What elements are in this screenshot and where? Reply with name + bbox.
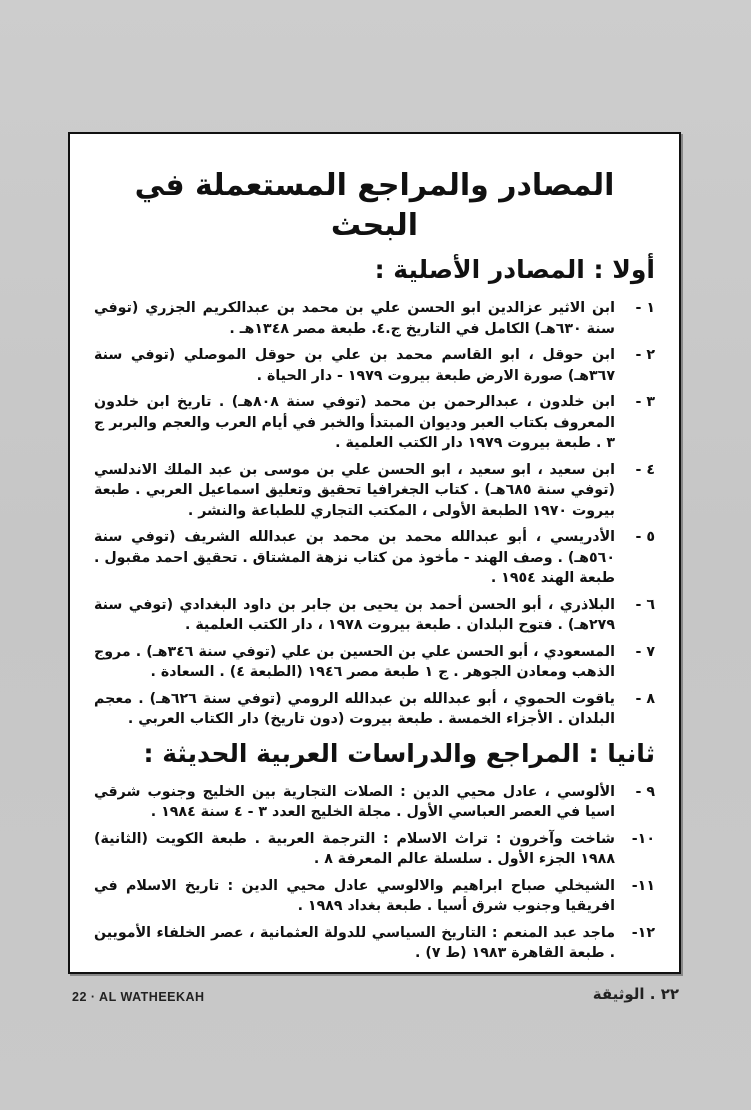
content-frame: [68, 132, 681, 974]
entry-text: ابن خلدون ، عبدالرحمن بن محمد (توفي سنة ٨٠٨هـ) . تاريخ ابن خلدون المعروف بكتاب العبر وديوان المبتدأ والخبر في أيام العرب والعجم والبربر ج ٣ . طبعة بيروت ١٩٧٩ دار الكتب العلمية .: [94, 394, 615, 451]
primary-sources-list: [94, 298, 655, 730]
entry-text: ياقوت الحموي ، أبو عبدالله بن عبدالله الرومي (توفي سنة ٦٢٦هـ) . معجم البلدان . الأجزاء الخمسة . طبعة بيروت (دون تاريخ) دار الكتاب العربي .: [94, 690, 615, 727]
reference-entry: [94, 829, 655, 870]
entry-text: الأدريسي ، أبو عبدالله محمد بن محمد بن عبدالله الشريف (توفي سنة ٥٦٠هـ) . وصف الهند - مأخوذ من كتاب نزهة المشتاق . تحقيق احمد مقبول . طبعة الهند ١٩٥٤ .: [94, 529, 615, 586]
reference-entry: [94, 595, 655, 636]
entry-number: ٨ -: [635, 690, 655, 707]
entry-text: ماجد عبد المنعم : التاريخ السياسي للدولة العثمانية ، عصر الخلفاء الأمويين . طبعة القاهرة ١٩٨٣ (ط ٧) .: [94, 924, 615, 961]
page-title: المصادر والمراجع المستعملة في البحث: [134, 168, 615, 243]
reference-entry: [94, 689, 655, 730]
entry-number: ٦ -: [635, 596, 655, 613]
entry-text: شاخت وآخرون : تراث الاسلام : الترجمة العربية . طبعة الكويت (الثانية) ١٩٨٨ الجزء الأول . سلسلة عالم المعرفة ٨ .: [94, 830, 615, 867]
entry-number: ١٠-: [631, 830, 655, 847]
reference-entry: [94, 298, 655, 339]
entry-number: ١١-: [631, 877, 655, 894]
reference-entry: [94, 392, 655, 454]
entry-text: الشيخلي صباح ابراهيم والالوسي عادل محيي الدين : تاريخ الاسلام في افريقيا وجنوب شرق أسيا . طبعة بغداد ١٩٨٩ .: [94, 877, 615, 914]
section-heading-modern-references: ثانيا : المراجع والدراسات العربية الحديثة :: [143, 738, 655, 768]
entry-text: ابن سعيد ، ابو سعيد ، ابو الحسن علي بن موسى بن عبد الملك الاندلسي (توفي سنة ٦٨٥هـ) . كتاب الجغرافيا تحقيق وتعليق اسماعيل العربي . طبعة بيروت ١٩٧٠ الطبعة الأولى ، المكتب التجاري للطباعة والنشر .: [94, 461, 615, 519]
reference-entry: [94, 782, 655, 823]
entry-text: المسعودي ، أبو الحسن علي بن الحسين بن علي (توفي سنة ٣٤٦هـ) . مروج الذهب ومعادن الجوهر . ج ١ طبعة مصر ١٩٤٦ (الطبعة ٤) . السعادة .: [94, 643, 615, 680]
entry-text: الألوسي ، عادل محيي الدين : الصلات التجارية بين الخليج وجنوب شرقي اسيا في العصر العباسي الأول . مجلة الخليج العدد ٣ - ٤ سنة ١٩٨٤ .: [94, 783, 615, 820]
section-heading-primary-sources: أولا : المصادر الأصلية :: [374, 255, 655, 284]
entry-text: ابن الاثير عزالدين ابو الحسن علي بن محمد بن عبدالكريم الجزري (توفي سنة ٦٣٠هـ) الكامل في التاريخ ج.٤. طبعة مصر ١٣٤٨هـ .: [94, 300, 615, 337]
reference-entry: [94, 460, 655, 522]
reference-entry: [94, 527, 655, 589]
reference-entry: [94, 876, 655, 917]
entry-number: ٥ -: [635, 529, 655, 545]
footer-magazine-name-arabic: ٢٢ . الوثيقة: [592, 985, 679, 1003]
entry-text: البلاذري ، أبو الحسن أحمد بن يحيى بن جابر بن داود البغدادي (توفي سنة ٢٧٩هـ) . فتوح البلدان . طبعة بيروت ١٩٧٨ ، دار الكتب العلمية .: [94, 596, 615, 633]
entry-number: ٩ -: [635, 783, 655, 800]
reference-entry: [94, 345, 655, 386]
modern-references-list: [94, 782, 655, 964]
entry-text: ابن حوقل ، ابو القاسم محمد بن علي بن حوقل الموصلي (توفي سنة ٣٦٧هـ) صورة الارض طبعة بيروت ١٩٧٩ - دار الحياة .: [94, 347, 615, 384]
entry-number: ٢ -: [635, 347, 655, 363]
entry-number: ١ -: [635, 300, 655, 316]
footer-magazine-name: 22 · AL WATHEEKAH: [72, 990, 205, 1004]
entry-number: ٣ -: [635, 394, 655, 410]
entry-number: ٧ -: [635, 643, 655, 660]
entry-number: ١٢-: [631, 924, 655, 941]
entry-number: ٤ -: [635, 461, 655, 478]
reference-entry: [94, 923, 655, 964]
reference-entry: [94, 642, 655, 683]
